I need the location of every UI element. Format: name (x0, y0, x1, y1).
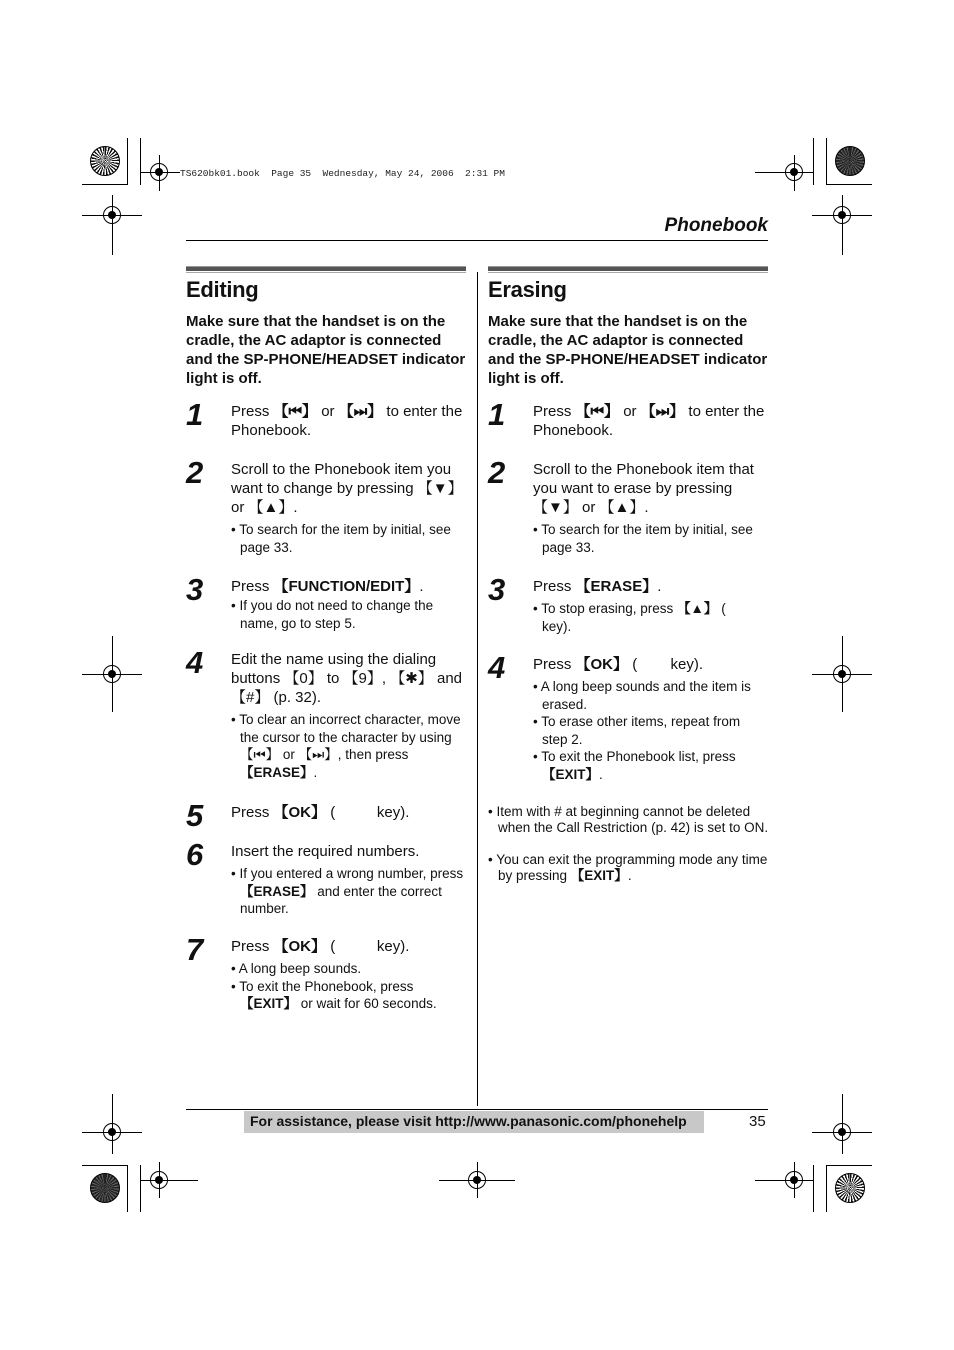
bullet: • To erase other items, repeat from step 2. (533, 714, 741, 747)
footer-rule (186, 1109, 768, 1110)
assistance-text: For assistance, please visit http://www.panasonic.com/phonehelp (250, 1113, 687, 1129)
erasing-section (488, 266, 768, 806)
column-divider (477, 272, 478, 1106)
erasing-step-3: 3 Press 【ERASE】. • To stop erasing, press 【▲】 ( key). (488, 577, 768, 635)
section-heading-bar (488, 266, 768, 271)
erasing-note-1: • Item with # at beginning cannot be deleted when the Call Restriction (p. 42) is set to ON. (488, 804, 769, 835)
bullet: • A long beep sounds. (231, 961, 362, 976)
editing-step-2: 2 Scroll to the Phonebook item you want to change by pressing 【▼】 or 【▲】. • To search for the item by initial, see page 33. (186, 460, 466, 556)
header-rule (186, 240, 768, 241)
bullet: • To stop erasing, press 【▲】 ( key). (533, 601, 749, 634)
bullet: • To clear an incorrect character, move the cursor to the character by using 【⏮】 or 【⏭】, then press 【ERASE】. (231, 712, 461, 780)
erasing-step-4: 4 Press 【OK】 ( key). • A long beep sounds and the item is erased. • To erase other items, repeat from step 2. • To exit the Phonebook list, press 【EXIT】. (488, 655, 768, 783)
editing-prereq: Make sure that the handset is on the cradle, the AC adaptor is connected and the SP-PHONE/HEADSET indicator light is off. (186, 313, 466, 387)
crop-star-top-left (90, 146, 120, 176)
bullet: • To search for the item by initial, see page 33. (231, 522, 451, 555)
crop-star-bottom-right (835, 1173, 865, 1203)
page-number: 35 (749, 1113, 766, 1130)
editing-step-6: 6 Insert the required numbers. • If you entered a wrong number, press 【ERASE】 and enter the correct number. (186, 842, 466, 918)
bullet: • To exit the Phonebook, press 【EXIT】 or wait for 60 seconds. (231, 978, 437, 1011)
section-label: Phonebook (664, 215, 768, 236)
editing-step-3: 3 Press 【FUNCTION/EDIT】. • If you do not need to change the name, go to step 5. (186, 577, 466, 632)
bullet: • If you do not need to change the name, go to step 5. (231, 598, 434, 631)
bullet: • If you entered a wrong number, press 【ERASE】 and enter the correct number. (231, 866, 464, 916)
erasing-step-1: 1 Press 【⏮】 or 【⏭】 to enter the Phonebook. (488, 397, 765, 439)
editing-section (186, 266, 466, 1046)
erasing-title: Erasing (488, 277, 567, 302)
section-heading-bar (186, 266, 466, 271)
crop-star-bottom-left (90, 1173, 120, 1203)
bullet: • To exit the Phonebook list, press 【EXIT】. (533, 749, 736, 782)
editing-title: Editing (186, 277, 259, 302)
bullet: • To search for the item by initial, see page 33. (533, 522, 753, 555)
editing-step-1: 1 Press 【⏮】 or 【⏭】 to enter the Phonebook. (186, 397, 463, 439)
editing-step-7: 7 Press 【OK】 ( key). • A long beep sounds. • To exit the Phonebook, press 【EXIT】 or wait for 60 seconds. (186, 937, 466, 1013)
erasing-step-2: 2 Scroll to the Phonebook item that you want to erase by pressing 【▼】 or 【▲】. • To search for the item by initial, see page 33. (488, 460, 768, 556)
print-header: TS620bk01.book Page 35 Wednesday, May 24, 2006 2:31 PM (180, 168, 505, 179)
erasing-prereq: Make sure that the handset is on the cradle, the AC adaptor is connected and the SP-PHONE/HEADSET indicator light is off. (488, 313, 768, 387)
erasing-note-2: • You can exit the programming mode any time by pressing 【EXIT】. (488, 852, 768, 883)
bullet: • A long beep sounds and the item is erased. (533, 679, 751, 712)
editing-step-4: 4 Edit the name using the dialing buttons 【0】 to 【9】, 【✱】 and 【#】 (p. 32). • To clear an incorrect character, move the cursor to the character by using 【⏮】 or 【⏭】, then press 【ERASE】. (186, 650, 466, 781)
editing-step-5: 5 Press 【OK】 ( key). (186, 798, 410, 833)
crop-star-top-right (835, 146, 865, 176)
